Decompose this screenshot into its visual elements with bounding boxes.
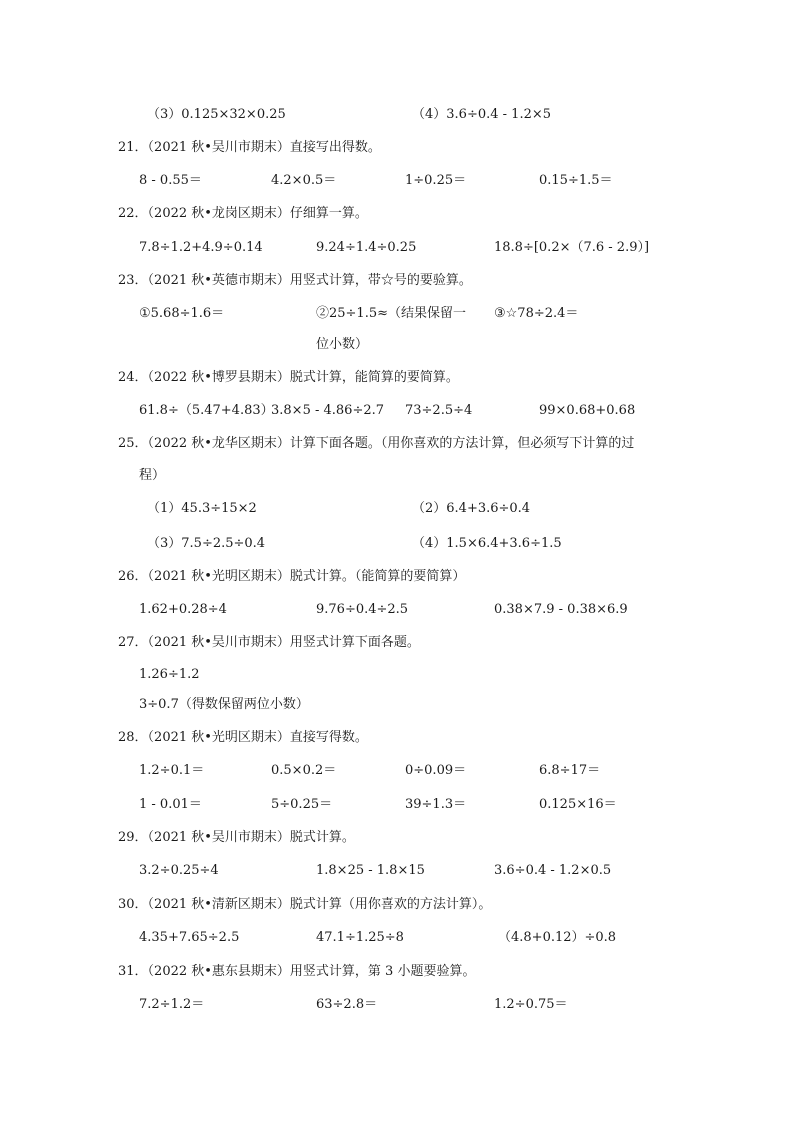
question-29-header: 29．（2021 秋•吴川市期末）脱式计算。 xyxy=(118,830,355,845)
question-28-header: 28．（2021 秋•光明区期末）直接写得数。 xyxy=(118,730,368,745)
q28-item: 1.2÷0.1＝ xyxy=(139,763,205,778)
q23-item: ①5.68÷1.6＝ xyxy=(139,306,225,321)
q29-item: 1.8×25 - 1.8×15 xyxy=(316,863,425,878)
q30-item: 47.1÷1.25÷8 xyxy=(316,930,404,945)
q20-item-4: （4）3.6÷0.4 - 1.2×5 xyxy=(412,107,552,122)
q28-item: 6.8÷17＝ xyxy=(539,763,601,778)
q22-item: 9.24÷1.4÷0.25 xyxy=(316,240,417,255)
q26-item: 1.62+0.28÷4 xyxy=(139,602,227,617)
q23-item: ②25÷1.5≈（结果保留一 xyxy=(316,306,467,321)
q22-item: 7.8÷1.2+4.9÷0.14 xyxy=(139,240,263,255)
q21-item: 8 - 0.55＝ xyxy=(139,173,202,188)
q21-item: 0.15÷1.5＝ xyxy=(539,173,613,188)
q27-item: 1.26÷1.2 xyxy=(139,667,200,682)
q28-item: 39÷1.3＝ xyxy=(405,797,467,812)
q26-item: 0.38×7.9 - 0.38×6.9 xyxy=(494,602,628,617)
q23-item: ③☆78÷2.4＝ xyxy=(494,306,579,321)
q24-item: 99×0.68+0.68 xyxy=(539,403,636,418)
q22-item: 18.8÷[0.2×（7.6 - 2.9）] xyxy=(494,240,650,255)
q29-item: 3.2÷0.25÷4 xyxy=(139,863,219,878)
question-27-header: 27．（2021 秋•吴川市期末）用竖式计算下面各题。 xyxy=(118,635,420,650)
q25-item: （2）6.4+3.6÷0.4 xyxy=(412,501,531,516)
question-21-header: 21．（2021 秋•吴川市期末）直接写出得数。 xyxy=(118,140,381,155)
q21-item: 4.2×0.5＝ xyxy=(271,173,337,188)
question-24-header: 24．（2022 秋•博罗县期末）脱式计算，能简算的要简算。 xyxy=(118,370,459,385)
q30-item: （4.8+0.12）÷0.8 xyxy=(498,930,617,945)
q28-item: 0÷0.09＝ xyxy=(405,763,467,778)
q24-item: 3.8×5 - 4.86÷2.7 xyxy=(271,403,385,418)
q30-item: 4.35+7.65÷2.5 xyxy=(139,930,240,945)
q28-item: 0.5×0.2＝ xyxy=(271,763,337,778)
q29-item: 3.6÷0.4 - 1.2×0.5 xyxy=(494,863,612,878)
question-31-header: 31．（2022 秋•惠东县期末）用竖式计算，第 3 小题要验算。 xyxy=(118,964,476,979)
question-22-header: 22．（2022 秋•龙岗区期末）仔细算一算。 xyxy=(118,206,368,221)
question-26-header: 26．（2021 秋•光明区期末）脱式计算。（能简算的要简算） xyxy=(118,569,466,584)
q25-item: （1）45.3÷15×2 xyxy=(147,501,257,516)
q24-item: 73÷2.5÷4 xyxy=(405,403,473,418)
q31-item: 1.2÷0.75＝ xyxy=(494,997,568,1012)
question-23-header: 23．（2021 秋•英德市期末）用竖式计算，带☆号的要验算。 xyxy=(118,273,472,288)
q28-item: 1 - 0.01＝ xyxy=(139,797,202,812)
q25-item: （4）1.5×6.4+3.6÷1.5 xyxy=(412,536,562,551)
q28-item: 5÷0.25＝ xyxy=(271,797,333,812)
q25-item: （3）7.5÷2.5÷0.4 xyxy=(147,536,266,551)
q23-item-continuation: 位小数） xyxy=(316,337,369,352)
q26-item: 9.76÷0.4÷2.5 xyxy=(316,602,409,617)
question-25-header-continuation: 程） xyxy=(139,468,166,483)
q27-item: 3÷0.7（得数保留两位小数） xyxy=(139,697,309,712)
q24-item: 61.8÷（5.47+4.83） xyxy=(139,403,274,418)
question-30-header: 30．（2021 秋•清新区期末）脱式计算（用你喜欢的方法计算）。 xyxy=(118,897,492,912)
q20-item-3: （3）0.125×32×0.25 xyxy=(147,107,286,122)
q21-item: 1÷0.25＝ xyxy=(405,173,467,188)
q31-item: 7.2÷1.2＝ xyxy=(139,997,205,1012)
q28-item: 0.125×16＝ xyxy=(539,797,617,812)
question-25-header: 25．（2022 秋•龙华区期末）计算下面各题。（用你喜欢的方法计算，但必须写下计算的过 xyxy=(118,436,635,451)
q31-item: 63÷2.8＝ xyxy=(316,997,378,1012)
